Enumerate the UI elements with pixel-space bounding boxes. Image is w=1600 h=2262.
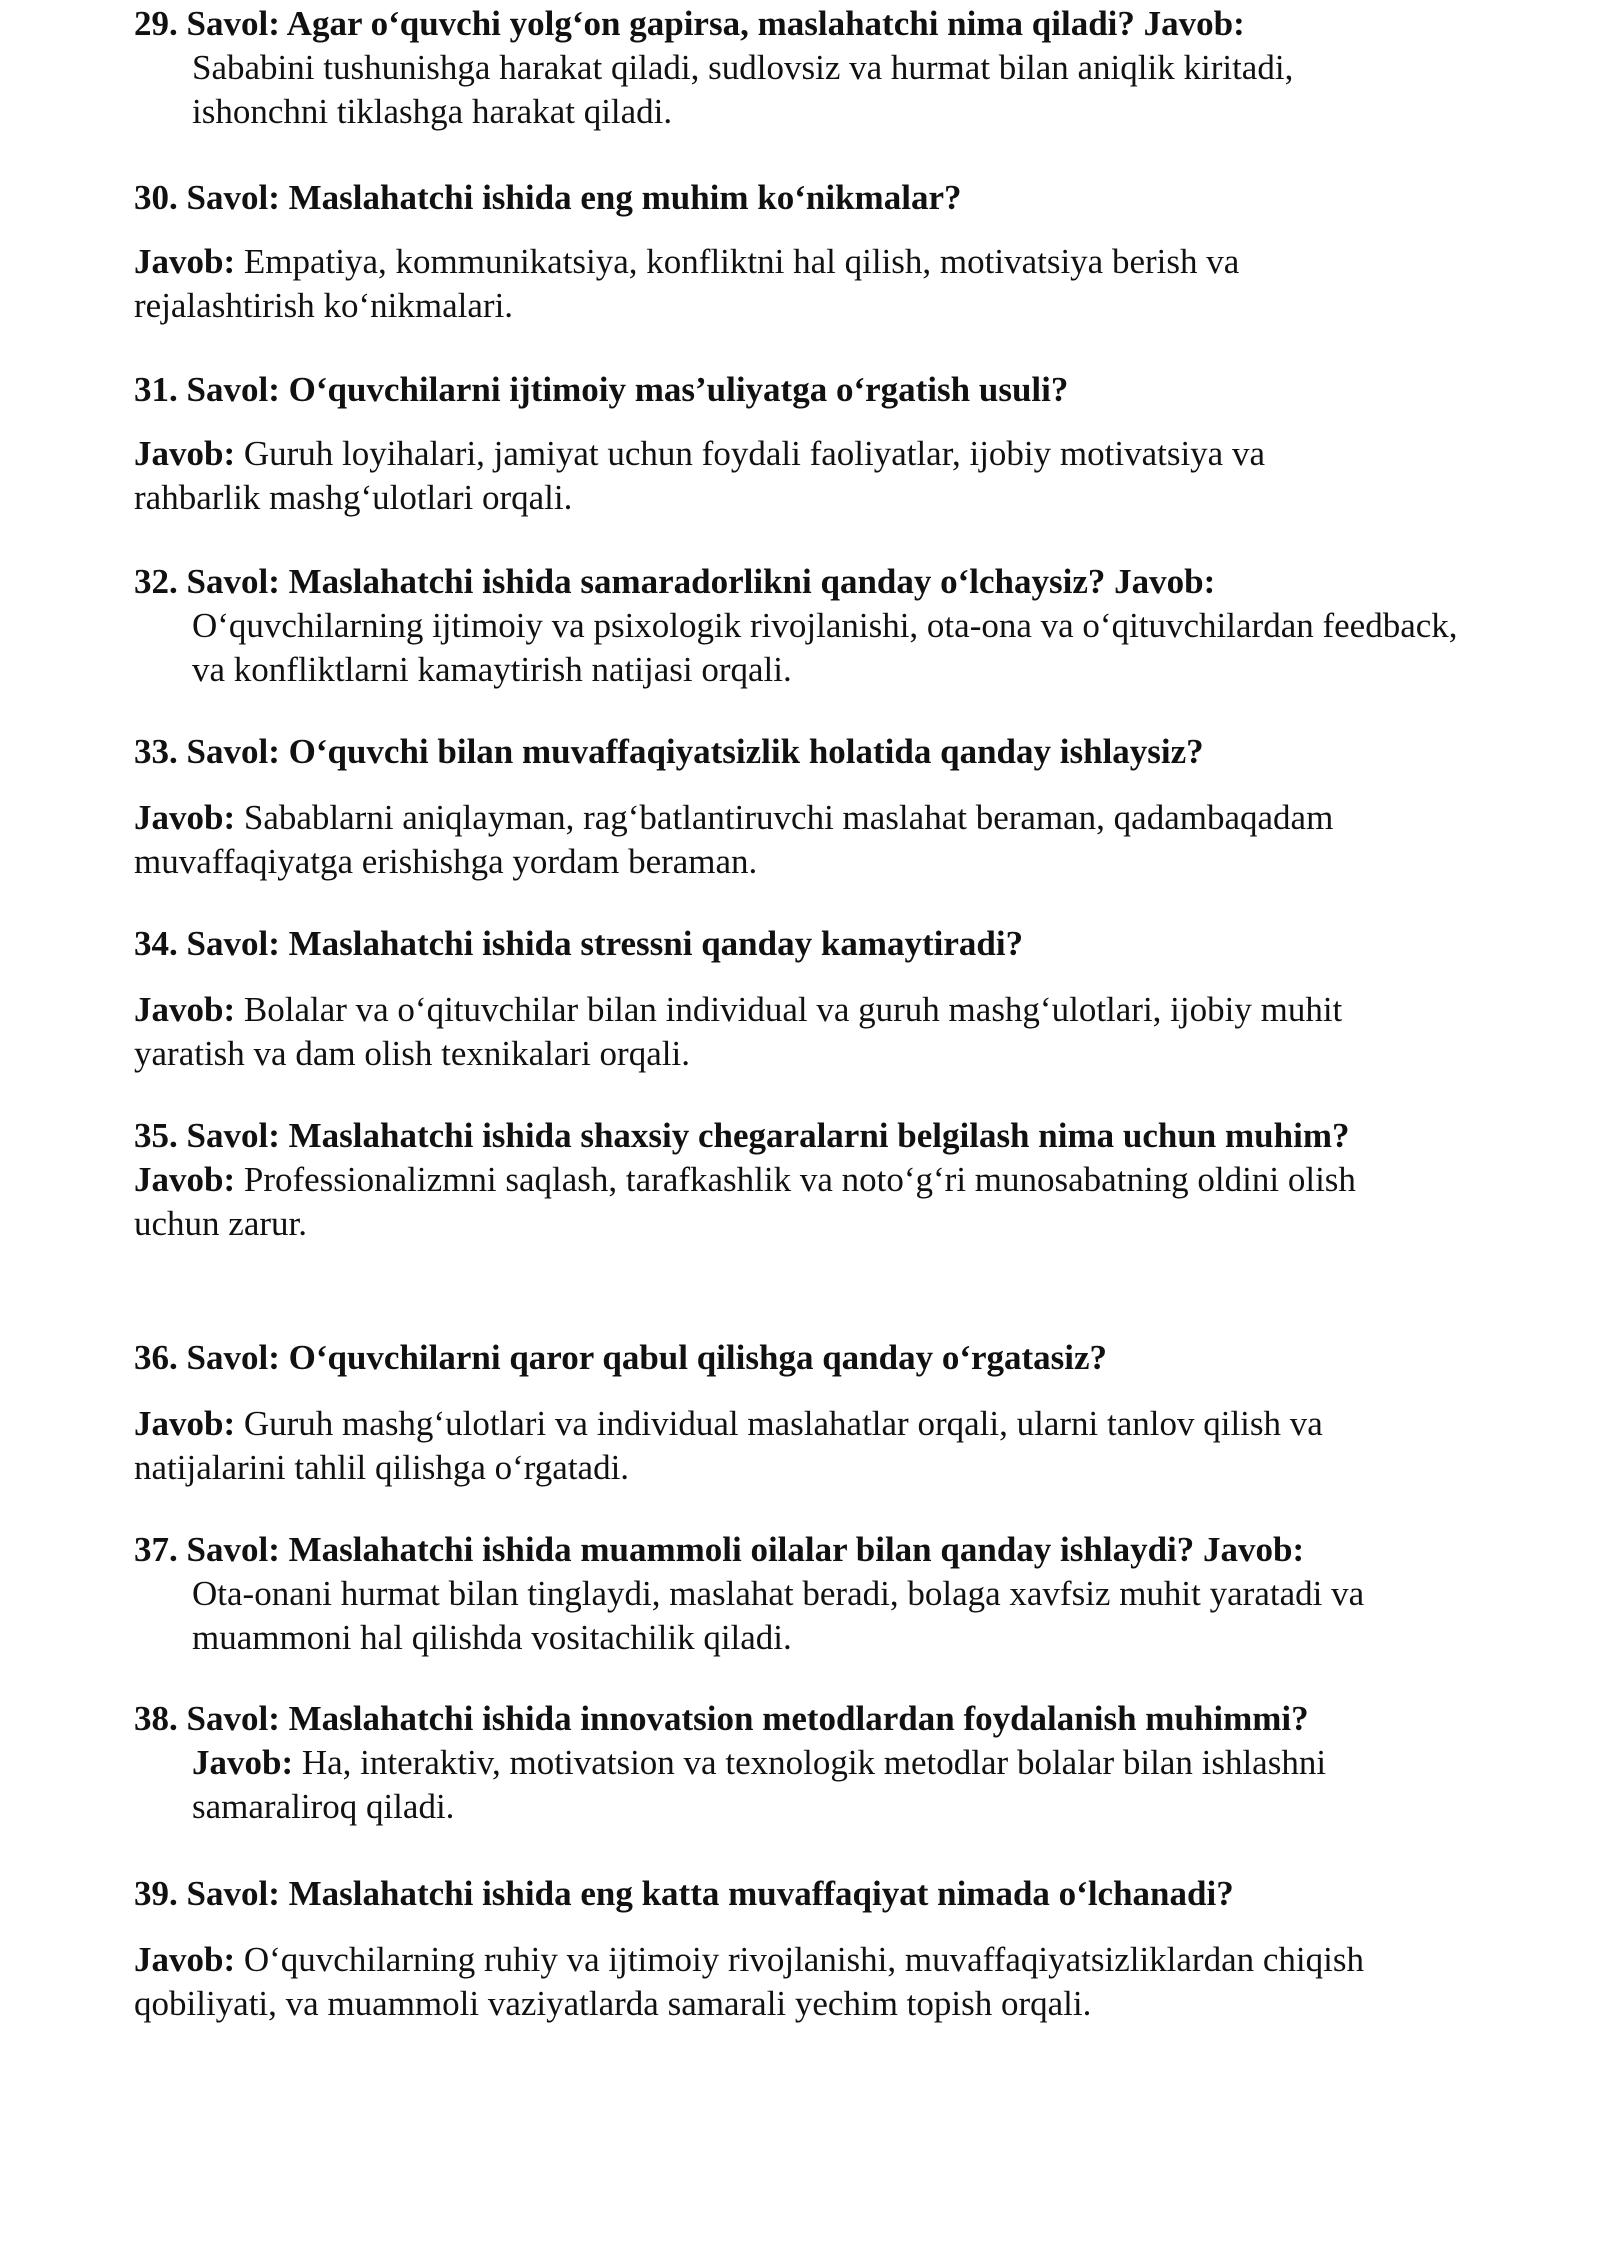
question-number: 37. [134, 1530, 178, 1569]
answer-text: Empatiya, kommunikatsiya, konfliktni hal qilish, motivatsiya berish va rejalashtirish ko‘nikmalari. [134, 242, 1240, 325]
question-37 [134, 1528, 1434, 1572]
answer-label: Javob: [134, 1160, 236, 1199]
question-text: Savol: Maslahatchi ishida muammoli oilalar bilan qanday ishlaydi? Javob: [186, 1530, 1305, 1569]
answer-text: Sabablarni aniqlayman, rag‘batlantiruvchi maslahat beraman, qadambaqadam muvaffaqiyatga erishishga yordam beraman. [134, 798, 1334, 881]
qa-item-32 [134, 560, 1458, 692]
answer-39 [134, 1938, 1374, 2026]
question-number: 35. [134, 1116, 178, 1155]
question-text: Savol: O‘quvchi bilan muvaffaqiyatsizlik holatida qanday ishlaysiz? [186, 732, 1204, 771]
answer-text: Bolalar va o‘qituvchilar bilan individual va guruh mashg‘ulotlari, ijobiy muhit yaratish va dam olish texnikalari orqali. [134, 990, 1343, 1073]
answer-label: Javob: [134, 1404, 236, 1443]
qa-item-33 [134, 730, 1434, 884]
answer-33 [134, 796, 1434, 884]
answer-32: O‘quvchilarning ijtimoiy va psixologik rivojlanishi, ota-ona va o‘qituvchilardan feedback, va konfliktlarni kamaytirish natijasi orqali. [192, 606, 1458, 689]
question-36 [134, 1336, 1434, 1380]
answer-34 [134, 988, 1384, 1076]
answer-label: Javob: [134, 242, 236, 281]
question-35 [134, 1114, 1432, 1158]
question-38 [134, 1697, 1434, 1741]
answer-label: Javob: [134, 434, 236, 473]
answer-38 [134, 1741, 1452, 1829]
qa-item-37 [134, 1528, 1434, 1660]
question-number: 36. [134, 1338, 178, 1377]
question-34 [134, 922, 1434, 966]
question-number: 32. [134, 562, 178, 601]
question-number: 30. [134, 178, 178, 217]
qa-item-35 [134, 1114, 1434, 1246]
question-text: Savol: Maslahatchi ishida eng muhim ko‘nikmalar? [186, 178, 962, 217]
qa-item-34 [134, 922, 1434, 1076]
question-31 [134, 368, 1434, 412]
qa-item-36 [134, 1336, 1434, 1490]
question-text: Savol: O‘quvchilarni qaror qabul qilishga qanday o‘rgatasiz? [186, 1338, 1108, 1377]
question-number: 34. [134, 924, 178, 963]
qa-item-29 [134, 2, 1434, 134]
answer-text: Ha, interaktiv, motivatsion va texnologik metodlar bolalar bilan ishlashni samaraliroq qiladi. [192, 1743, 1327, 1826]
answer-30 [134, 240, 1334, 328]
question-33 [134, 730, 1434, 774]
question-text: Savol: O‘quvchilarni ijtimoiy mas’uliyatga o‘rgatish usuli? [186, 370, 1069, 409]
answer-text: O‘quvchilarning ruhiy va ijtimoiy rivojlanishi, muvaffaqiyatsizliklardan chiqish qobiliyati, va muammoli vaziyatlarda samarali yechim topish orqali. [134, 1940, 1364, 2023]
answer-text: Professionalizmni saqlash, tarafkashlik va noto‘g‘ri munosabatning oldini olish uchun zarur. [134, 1160, 1356, 1243]
question-number: 38. [134, 1699, 178, 1738]
question-29 [134, 2, 1434, 46]
question-text: Savol: Maslahatchi ishida innovatsion metodlardan foydalanish muhimmi? [186, 1699, 1309, 1738]
question-39 [134, 1872, 1434, 1916]
answer-35 [134, 1158, 1414, 1246]
qa-item-38 [134, 1697, 1434, 1829]
question-number: 33. [134, 732, 178, 771]
question-text: Savol: Maslahatchi ishida eng katta muvaffaqiyat nimada o‘lchanadi? [186, 1874, 1234, 1913]
question-32 [134, 560, 1434, 604]
qa-item-39 [134, 1872, 1434, 2026]
question-number: 29. [134, 4, 178, 43]
question-number: 39. [134, 1874, 178, 1913]
answer-text: Guruh loyihalari, jamiyat uchun foydali faoliyatlar, ijobiy motivatsiya va rahbarlik mashg‘ulotlari orqali. [134, 434, 1265, 517]
question-30 [134, 176, 1434, 220]
qa-item-30 [134, 176, 1434, 328]
question-number: 31. [134, 370, 178, 409]
question-text: Savol: Maslahatchi ishida shaxsiy chegaralarni belgilash nima uchun muhim? [186, 1116, 1350, 1155]
question-text: Savol: Agar o‘quvchi yolg‘on gapirsa, maslahatchi nima qiladi? Javob: [186, 4, 1245, 43]
answer-31 [134, 432, 1394, 520]
answer-label: Javob: [134, 1940, 236, 1979]
question-text: Savol: Maslahatchi ishida stressni qanday kamaytiradi? [186, 924, 1024, 963]
qa-item-31 [134, 368, 1434, 520]
answer-36 [134, 1402, 1434, 1490]
answer-37: Ota-onani hurmat bilan tinglaydi, maslahat beradi, bolaga xavfsiz muhit yaratadi va muammoni hal qilishda vositachilik qiladi. [192, 1574, 1365, 1657]
answer-label: Javob: [192, 1743, 294, 1782]
answer-label: Javob: [134, 798, 236, 837]
answer-text: Guruh mashg‘ulotlari va individual maslahatlar orqali, ularni tanlov qilish va natijalarini tahlil qilishga o‘rgatadi. [134, 1404, 1323, 1487]
question-text: Savol: Maslahatchi ishida samaradorlikni qanday o‘lchaysiz? Javob: [186, 562, 1216, 601]
answer-29: Sababini tushunishga harakat qiladi, sudlovsiz va hurmat bilan aniqlik kiritadi, ishonchni tiklashga harakat qiladi. [192, 48, 1294, 131]
answer-label: Javob: [134, 990, 236, 1029]
